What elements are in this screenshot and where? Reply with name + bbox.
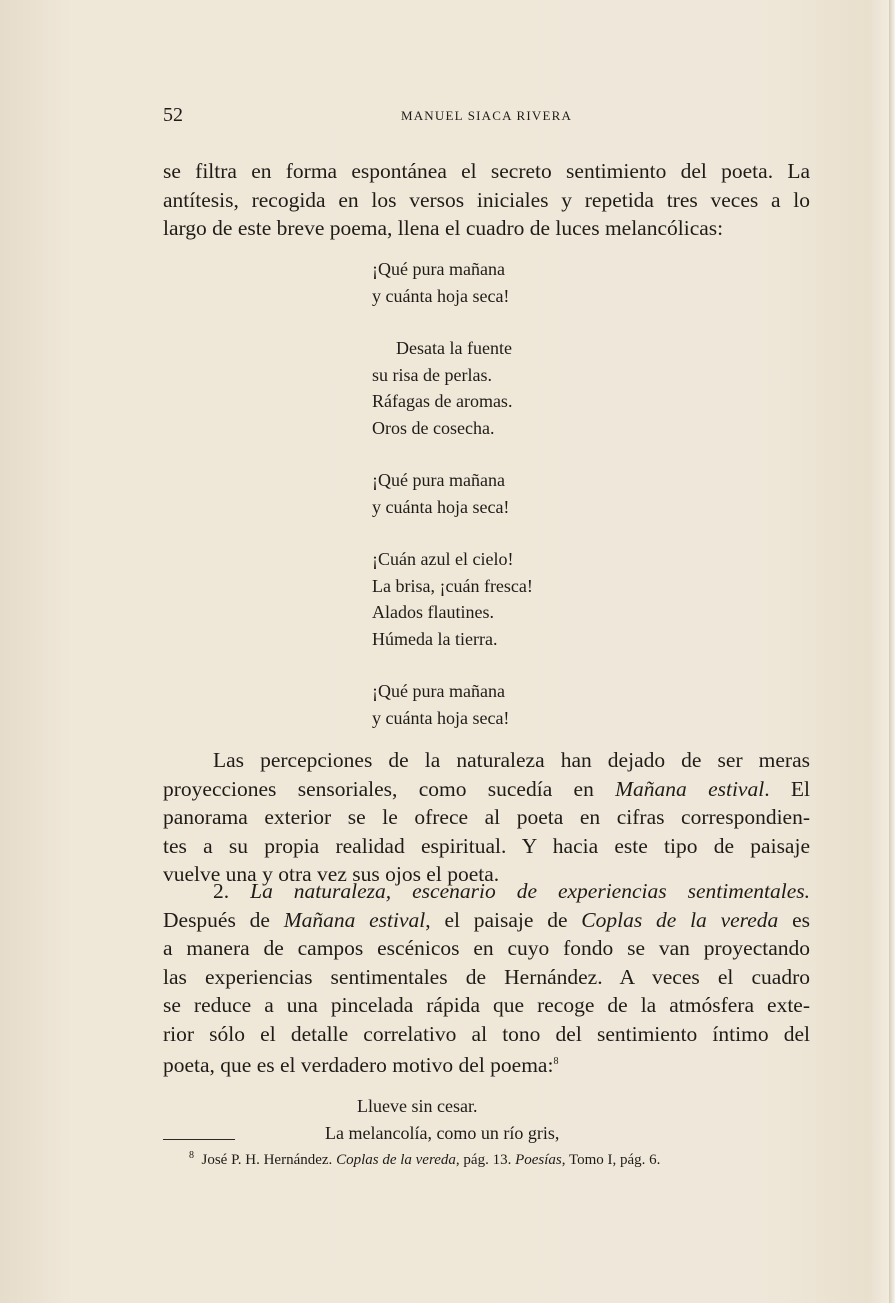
poem-verse: Ráfagas de aromas. xyxy=(372,391,513,411)
work-title: Mañana estival xyxy=(283,907,426,932)
footnote-reference: 8 xyxy=(553,1056,559,1067)
footnote-title: Poesías xyxy=(515,1152,562,1168)
text-line: largo de este breve poema, llena el cuadro de luces melancólicas: xyxy=(163,216,724,240)
paragraph-perceptions xyxy=(163,746,810,889)
poem-stanza xyxy=(372,256,533,309)
poem-stanza xyxy=(372,546,533,652)
poem-verse: Húmeda la tierra. xyxy=(372,628,498,649)
poem-verse: Llueve sin cesar. xyxy=(357,1096,478,1116)
poem-verse: ¡Qué pura mañana xyxy=(372,681,505,701)
poem-verse: La melancolía, como un río gris, xyxy=(325,1123,560,1143)
work-title: Mañana estival xyxy=(615,776,765,801)
text-run: Después de xyxy=(163,907,284,932)
text-run: es xyxy=(778,907,810,932)
poem-excerpt xyxy=(372,256,533,757)
text-line: se reduce a una pincelada rápida que recoge de la atmósfera exte- xyxy=(163,993,810,1017)
text-line: rior sólo el detalle correlativo al tono del sentimiento íntimo del xyxy=(163,1021,810,1046)
page-edge xyxy=(889,0,895,1303)
poem-stanza xyxy=(372,467,533,520)
footnote-divider xyxy=(163,1139,235,1140)
text-line: las experiencias sentimentales de Hernández. A veces el cuadro xyxy=(163,964,810,989)
poem-verse: La brisa, ¡cuán fresca! xyxy=(372,575,533,596)
text-line xyxy=(163,1048,810,1080)
text-line: vuelve una y otra vez sus ojos el poeta. xyxy=(163,862,500,886)
page-number: 52 xyxy=(163,104,183,126)
poem-verse: su risa de perlas. xyxy=(372,364,492,385)
poem-verse: ¡Qué pura mañana xyxy=(372,259,505,279)
section-heading: La naturaleza, escenario de experiencias sentimentales. xyxy=(250,879,810,903)
text-run: , el paisaje de xyxy=(425,907,582,932)
section-number: 2. xyxy=(213,879,230,903)
footnote xyxy=(189,1150,660,1169)
footnote-text: , pág. 13. xyxy=(455,1152,516,1168)
poem-excerpt-2 xyxy=(325,1093,559,1147)
text-line: Las percepciones de la naturaleza han dejado de ser meras xyxy=(213,748,810,772)
paragraph-intro xyxy=(163,157,810,243)
text-run: proyecciones sensoriales, como sucedía en xyxy=(163,776,616,801)
text-line xyxy=(163,775,810,804)
footnote-number: 8 xyxy=(189,1150,194,1161)
poem-verse: Oros de cosecha. xyxy=(372,417,495,438)
text-line xyxy=(163,906,810,935)
footnote-title: Coplas de la vereda xyxy=(336,1152,456,1168)
page-header xyxy=(163,104,810,130)
text-line: tes a su propia realidad espiritual. Y hacia este tipo de paisaje xyxy=(163,833,810,858)
poem-stanza xyxy=(372,678,533,731)
text-line: panorama exterior se le ofrece al poeta en cifras correspondien- xyxy=(163,805,810,829)
poem-stanza xyxy=(372,335,533,441)
poem-verse: y cuánta hoja seca! xyxy=(372,707,510,728)
text-line: se filtra en forma espontánea el secreto sentimiento del poeta. La xyxy=(163,159,810,183)
poem-verse: ¡Qué pura mañana xyxy=(372,470,505,490)
text-line: a manera de campos escénicos en cuyo fondo se van proyectando xyxy=(163,936,810,960)
section-heading-line xyxy=(163,877,810,906)
footnote-author: José P. H. Hernández. xyxy=(201,1152,337,1168)
poem-verse: Alados flautines. xyxy=(372,602,494,622)
text-run: poeta, que es el verdadero motivo del poema: xyxy=(163,1053,554,1078)
poem-verse: ¡Cuán azul el cielo! xyxy=(372,549,514,569)
text-line: antítesis, recogida en los versos iniciales y repetida tres veces a lo xyxy=(163,187,810,212)
text-run: . El xyxy=(764,776,810,801)
running-head: MANUEL SIACA RIVERA xyxy=(400,108,573,123)
work-title: Coplas de la vereda xyxy=(581,907,779,932)
footnote-text: , Tomo I, pág. 6. xyxy=(561,1152,661,1168)
poem-verse: y cuánta hoja seca! xyxy=(372,496,510,517)
poem-verse: Desata la fuente xyxy=(396,338,512,358)
poem-verse: y cuánta hoja seca! xyxy=(372,285,510,306)
paragraph-section-2 xyxy=(163,877,810,1080)
